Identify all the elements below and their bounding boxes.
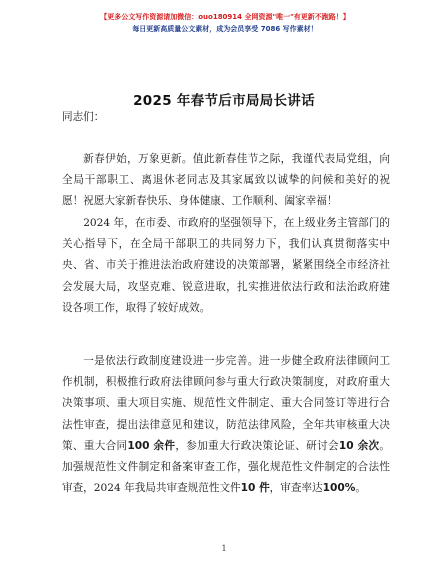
promo-banner-line1: 【更多公文写作资源请加微信：ouo180914 全网资源"唯一"有更新不跑路！】 — [100, 13, 350, 21]
paragraph3-text-2: ，参加重大行政决策论证、研讨会 — [175, 439, 339, 452]
salutation: 同志们： — [62, 111, 105, 123]
review-count: 100 余件 — [127, 439, 176, 452]
promo-banner-line2: 每日更新高质量公文素材，成为会员享受 7086 写作素材！ — [132, 25, 318, 33]
seminar-count: 10 余次 — [338, 439, 380, 452]
review-rate: 100% — [322, 482, 356, 495]
paragraph-review: 2024 年，在市委、市政府的坚强领导下，在上级业务主管部门的关心指导下，在全局干部职工的共同努力下，我们认真贯彻落实中央、省、市关于推进法治政府建设的决策部署，紧紧围绕全市经济社会发展大局，攻坚克难、锐意进取，扎实推进依法行政和法治政府建设各项工作，取得了较好成效。 — [62, 217, 390, 314]
paragraph3-text-3: 。加强规范性文件制定和备案审查工作，强化规范性文件制定的合法性审查，2024 年我局共审查规范性文件 — [62, 439, 391, 495]
paragraph3-text-1: 一是依法行政制度建设进一步完善。进一步健全政府法律顾问工作机制，积极推行政府法律顾问参与重大行政决策制度，对政府重大决策事项、重大项目实施、规范性文件制定、重大合同签订等进行合法性审查，提出法律意见和建议，防范法律风险，全年共审核重大决策、重大合同 — [62, 355, 390, 452]
document-review-count: 10 件 — [240, 482, 270, 495]
paragraph3-text-4: ，审查率达 — [269, 482, 323, 495]
paragraph3-text-5: 。 — [355, 482, 366, 495]
document-title: 2025 年春节后市局局长讲话 — [133, 93, 315, 109]
paragraph-greeting: 新春伊始，万象更新。值此新春佳节之际，我谨代表局党组，向全局干部职工、离退休老同志及其家属致以诚挚的问候和美好的祝愿！祝愿大家新春快乐、身体健康、工作顺利、阖家幸福！ — [62, 153, 390, 208]
paragraph-institution-building — [62, 351, 390, 499]
page-number: 1 — [221, 544, 227, 553]
